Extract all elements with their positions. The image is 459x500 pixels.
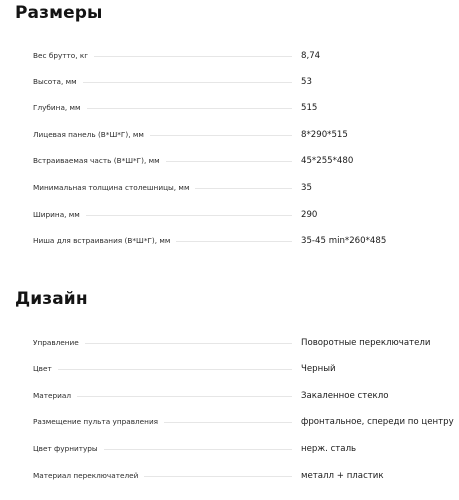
spec-row-fittings-color <box>0 440 459 458</box>
spec-label: Лицевая панель (В*Ш*Г), мм <box>33 126 150 144</box>
spec-label: Размещение пульта управления <box>33 413 164 431</box>
design-section-title: Дизайн <box>15 289 88 309</box>
spec-label: Материал <box>33 387 77 405</box>
spec-value: 8*290*515 <box>301 130 348 140</box>
spec-value: Закаленное стекло <box>301 391 389 401</box>
spec-row-material <box>0 387 459 405</box>
spec-value: 45*255*480 <box>301 156 354 166</box>
spec-value: нерж. сталь <box>301 444 357 454</box>
spec-row-front-panel <box>0 126 459 144</box>
sizes-section-title: Размеры <box>15 3 103 23</box>
spec-row-min-countertop-thickness <box>0 179 459 197</box>
spec-label: Ниша для встраивания (В*Ш*Г), мм <box>33 232 176 250</box>
spec-label: Минимальная толщина столешницы, мм <box>33 179 195 197</box>
spec-label: Цвет фурнитуры <box>33 440 104 458</box>
spec-label: Ширина, мм <box>33 206 86 224</box>
spec-label: Материал переключателей <box>33 467 144 485</box>
spec-row-control-panel-placement <box>0 413 459 431</box>
spec-label: Встраиваемая часть (В*Ш*Г), мм <box>33 152 166 170</box>
spec-label: Глубина, мм <box>33 99 87 117</box>
spec-value: 290 <box>301 210 318 220</box>
spec-value: 515 <box>301 103 318 113</box>
spec-label: Цвет <box>33 360 58 378</box>
spec-row-installation-niche <box>0 232 459 250</box>
spec-row-width <box>0 206 459 224</box>
spec-value: Поворотные переключатели <box>301 338 431 348</box>
spec-label: Управление <box>33 334 85 352</box>
spec-row-depth <box>0 99 459 117</box>
spec-label: Вес брутто, кг <box>33 47 94 65</box>
spec-value: 8,74 <box>301 51 321 61</box>
spec-row-controls <box>0 334 459 352</box>
spec-value: металл + пластик <box>301 471 384 481</box>
spec-value: 53 <box>301 77 312 87</box>
spec-row-color <box>0 360 459 378</box>
spec-value: Черный <box>301 364 336 374</box>
spec-row-height <box>0 73 459 91</box>
spec-value: 35-45 min*260*485 <box>301 236 387 246</box>
row-leader-line <box>33 369 292 370</box>
spec-row-gross-weight <box>0 47 459 65</box>
spec-label: Высота, мм <box>33 73 83 91</box>
spec-value: 35 <box>301 183 312 193</box>
spec-value: фронтальное, спереди по центру <box>301 417 454 427</box>
spec-row-knob-material <box>0 467 459 485</box>
spec-row-built-in-part <box>0 152 459 170</box>
